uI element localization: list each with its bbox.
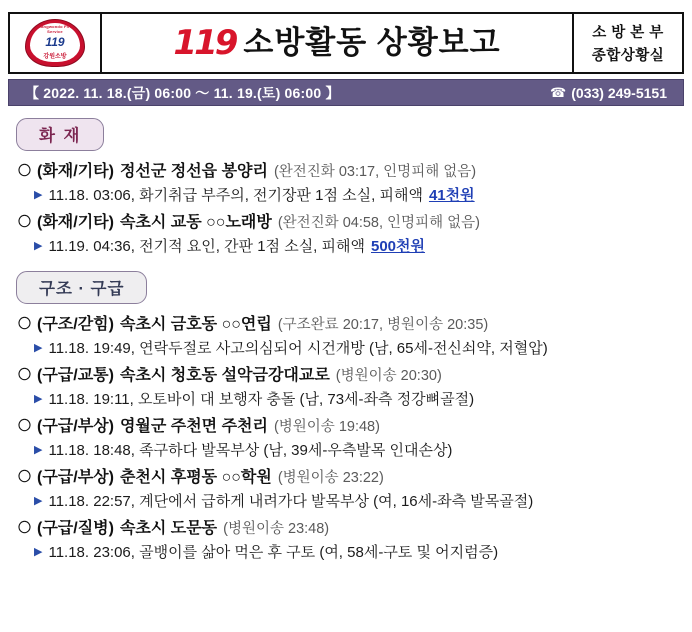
title-cell xyxy=(102,14,574,72)
logo-119-icon: 119 xyxy=(173,23,236,63)
entry-place: 속초시 도문동 xyxy=(119,520,218,537)
period-text: 【 2022. 11. 18.(금) 06:00 ～ 11. 19.(토) 06:00 】 xyxy=(25,84,340,101)
list-item-detail xyxy=(34,185,684,208)
circle-bullet-icon: 〇 xyxy=(18,163,32,178)
entry-note: (완전진화 03:17, 인명피해 없음) xyxy=(273,164,477,180)
circle-bullet-icon: 〇 xyxy=(18,367,32,382)
circle-bullet-icon: 〇 xyxy=(18,520,32,535)
report-page xyxy=(0,12,692,632)
entry-detail-text: 11.18. 19:11, 오토바이 대 보행자 충돌 (남, 73세-좌측 정강뼈골절) xyxy=(48,391,475,408)
triangle-bullet-icon: ▶ xyxy=(34,393,43,405)
entry-place: 영월군 주천면 주천리 xyxy=(119,418,268,435)
list-item-detail xyxy=(34,542,684,565)
list-item-detail xyxy=(34,338,684,361)
period-bar xyxy=(8,79,684,106)
triangle-bullet-icon: ▶ xyxy=(34,240,43,252)
department-line-2: 종합상황실 xyxy=(591,48,665,64)
list-item-detail xyxy=(34,491,684,514)
entry-category: (화재/기타) xyxy=(37,214,114,231)
triangle-bullet-icon: ▶ xyxy=(34,444,43,456)
circle-bullet-icon: 〇 xyxy=(18,469,32,484)
list-item xyxy=(18,365,684,387)
entry-damage-amount: 500천원 xyxy=(371,238,426,255)
list-item-detail xyxy=(34,389,684,412)
telephone-icon: ☎ xyxy=(550,85,567,100)
entry-note: (구조완료 20:17, 병원이송 20:35) xyxy=(277,317,489,333)
circle-bullet-icon: 〇 xyxy=(18,214,32,229)
entry-place: 춘천시 후평동 ○○학원 xyxy=(119,469,272,486)
section-rescue-ems xyxy=(8,259,684,565)
contact-phone-number: (033) 249-5151 xyxy=(571,84,667,101)
entry-category: (구조/갇힘) xyxy=(37,316,114,333)
page-title: 소방활동 상황보고 xyxy=(243,25,501,60)
entry-damage-amount: 41천원 xyxy=(428,187,475,204)
entry-detail-text: 11.18. 03:06, 화기취급 부주의, 전기장판 1점 소실, 피해액 xyxy=(48,187,423,204)
entry-note: (병원이송 20:30) xyxy=(335,368,442,384)
list-item xyxy=(18,212,684,234)
entry-note: (병원이송 23:48) xyxy=(223,521,330,537)
entry-place: 속초시 교동 ○○노래방 xyxy=(119,214,272,231)
list-item xyxy=(18,467,684,489)
triangle-bullet-icon: ▶ xyxy=(34,546,43,558)
department-line-1: 소 방 본 부 xyxy=(592,25,664,41)
entry-detail-text: 11.19. 04:36, 전기적 요인, 간판 1점 소실, 피해액 xyxy=(48,238,365,255)
entry-category: (구급/부상) xyxy=(37,469,114,486)
entry-note: (완전진화 04:58, 인명피해 없음) xyxy=(277,215,480,231)
section-title-rescue-ems: 구조 · 구급 xyxy=(16,271,147,304)
list-item xyxy=(18,314,684,336)
entry-category: (구급/교통) xyxy=(37,367,114,384)
entry-place: 속초시 청호동 설악금강대교로 xyxy=(119,367,330,384)
entry-detail-text: 11.18. 23:06, 골뱅이를 삶아 먹은 후 구토 (여, 58세-구토 및 어지럼증) xyxy=(48,544,499,561)
emblem-cell xyxy=(10,14,102,72)
entry-category: (구급/질병) xyxy=(37,520,114,537)
entry-category: (화재/기타) xyxy=(37,163,114,180)
section-title-fire: 화 재 xyxy=(16,118,104,151)
triangle-bullet-icon: ▶ xyxy=(34,495,43,507)
contact-phone xyxy=(550,85,667,101)
entry-note: (병원이송 23:22) xyxy=(277,470,384,486)
triangle-bullet-icon: ▶ xyxy=(34,189,43,201)
entry-detail-text: 11.18. 22:57, 계단에서 급하게 내려가다 발목부상 (여, 16세-좌측 발목골절) xyxy=(48,493,534,510)
entry-detail-text: 11.18. 18:48, 족구하다 발목부상 (남, 39세-우측발목 인대손상) xyxy=(48,442,453,459)
list-item xyxy=(18,416,684,438)
emblem-inner xyxy=(30,23,80,62)
report-header xyxy=(8,12,684,74)
department-cell xyxy=(574,14,682,72)
entry-category: (구급/부상) xyxy=(37,418,114,435)
entry-detail-text: 11.18. 19:49, 연락두절로 사고의심되어 시건개방 (남, 65세-전신쇠약, 저혈압) xyxy=(48,340,548,357)
entry-place: 정선군 정선읍 봉양리 xyxy=(119,163,268,180)
fire-service-emblem-icon xyxy=(19,18,91,68)
emblem-number: 119 xyxy=(45,35,65,49)
triangle-bullet-icon: ▶ xyxy=(34,342,43,354)
list-item xyxy=(18,518,684,540)
emblem-name: 강원소방 xyxy=(43,54,67,60)
section-fire xyxy=(8,106,684,259)
list-item-detail xyxy=(34,440,684,463)
list-item xyxy=(18,161,684,183)
circle-bullet-icon: 〇 xyxy=(18,316,32,331)
list-item-detail xyxy=(34,236,684,259)
entry-place: 속초시 금호동 ○○연립 xyxy=(119,316,272,333)
entry-note: (병원이송 19:48) xyxy=(273,419,380,435)
circle-bullet-icon: 〇 xyxy=(18,418,32,433)
emblem-arc-text: Gangwondo Fire Service xyxy=(37,24,73,34)
